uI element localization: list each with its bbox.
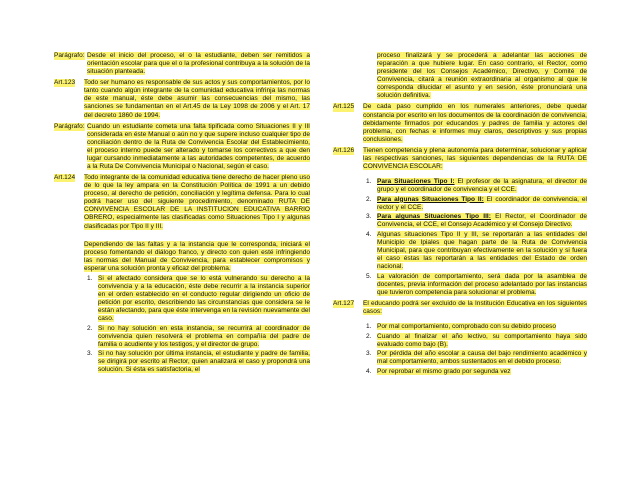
article-label: Art.124 bbox=[54, 174, 76, 182]
list-item: 2. Para algunas Situaciones Tipo II: El coordinador de convivencia, el rector y el CCE. bbox=[366, 195, 587, 211]
article-125 bbox=[333, 103, 587, 143]
list-item: 4. Algunas situaciones Tipo II y III, se reportarán a las entidades del Municipio de Ipiales que hagan parte de la Ruta de Convivencia Municipal, para que contribuyan efectivamente en la solución y si fuera el caso éstas las reportarán a las entidades del Estado de orden nacional. bbox=[366, 230, 587, 270]
article-123 bbox=[54, 79, 310, 119]
exclusion-list bbox=[363, 323, 587, 376]
article-label: Parágrafo: bbox=[54, 52, 85, 59]
article-label: Parágrafo: bbox=[54, 122, 85, 130]
article-text: Todo ser humano es responsable de sus actos y sus comportamientos, por lo tanto cuando algún integrante de la comunidad educativa infrinja las normas de este manual, éste debe asumir las consecuencias del mismo, las sanciones se fundamentan en el Art.45 de la Ley 1098 de 2006 y el Art. 17 del decreto 1860 de 1994. bbox=[84, 79, 310, 119]
article-label: Art.125 bbox=[333, 103, 355, 111]
article-text: Cuando un estudiante cometa una falta tipificada como Situaciones II y III considerada en éste Manual o aún no y que supere incluso cualquier tipo de conciliación dentro de la Ruta de Convivencia Escolar del Establecimiento, el proceso interno puede ser alterado y tomarse los correctivos a que den lugar cursando inmediatamente a las autoridades competentes, de acuerdo a la Ruta De Convivencia Municipal o Nacional, según el caso. bbox=[87, 122, 310, 170]
article-label: Art.126 bbox=[333, 146, 355, 154]
article-126 bbox=[333, 147, 587, 297]
list-item: 1. Por mal comportamiento, comprobado con su debido proceso bbox=[366, 322, 557, 330]
list-item: 3. Por pérdida del año escolar a causa del bajo rendimiento académico y mal comportamiento, ambos sustentados en el debido proceso. bbox=[366, 350, 587, 366]
article-paragrafo-1 bbox=[54, 52, 310, 76]
article-text: Tienen competencia y plena autonomía para determinar, solucionar y aplicar las respectivas sanciones, las siguientes dependencias de la RUTA DE CONVIVENCIA ESCOLAR: bbox=[363, 146, 587, 170]
list-item: 3. Para algunas Situaciones Tipo III: El Rector, el Coordinador de Convivencia, el CCE, el Consejo Académico y el Consejo Directivo. bbox=[366, 213, 587, 229]
article-text: Todo integrante de la comunidad educativa tiene derecho de hacer pleno uso de lo que la ley ampara en la Constitución Política de 1991 a un debido proceso, al derecho de petición, conciliación y legítima defensa. Para lo cual podrá hacer uso del siguiente procedimiento, denominado RUTA DE CONVIVENCIA ESCOLAR DE LA INSTITUCION EDUCATIVA BARRIO OBRERO, especialmente las clasificadas como Situaciones Tipo I y algunas clasificadas por Tipo II y III. bbox=[84, 174, 310, 230]
article-text: El educando podrá ser excluido de la Institución Educativa en los siguientes casos: bbox=[363, 299, 587, 315]
list-item: 5. La valoración de comportamiento, será dada por la asamblea de docentes, previa información del proceso adelantado por las instancias que tuvieron competencia para solucionar el problema. bbox=[366, 272, 587, 296]
article-text: De cada paso cumplido en los numerales anteriores, debe quedar constancia por escrito en los documentos de la coordinación de convivencia, debidamente firmados por educandos y padres de familia y actores del problema, con fechas e informes muy claros, descriptivos y sus propias conclusiones. bbox=[363, 103, 587, 143]
list-item: 1. Si el afectado considera que se lo está vulnerando su derecho a la convivencia y a la educación, éste debe recurrir a la instancia superior en el orden establecido en el conducto regular dirigiendo un oficio de petición por escrito, describiendo las circunstancias que considera se le están afectando, para que éste intervenga en la revisión nuevamente del caso. bbox=[87, 274, 310, 322]
article-paragrafo-2 bbox=[54, 123, 310, 171]
left-column bbox=[54, 52, 310, 377]
article-label: Art.123 bbox=[54, 79, 76, 87]
competence-list bbox=[363, 178, 587, 297]
list-item: 4. Por reprobar el mismo grado por segunda vez bbox=[366, 367, 511, 375]
list-item: 1. Para Situaciones Tipo I: El profesor de la asignatura, el director de grupo y el coordinador de convivencia y el CCE. bbox=[366, 178, 587, 194]
article-124 bbox=[54, 174, 310, 374]
continuation-text: proceso finalizará y se procederá a adelantar las acciones de reparación a que hubiere lugar. En caso contrario, el Rector, como presidente del los Consejos Académico, Directivo, y Comité de Convivencia, citará a reunión extraordinaria al organismo al que le corresponda dilucidar el asunto y en sesión, éste pronunciará una solución definitiva. bbox=[377, 52, 587, 100]
procedure-list bbox=[84, 275, 310, 375]
article-label: Art.127 bbox=[333, 299, 355, 307]
list-item: 2. Si no hay solución en esta instancia, se recurrirá al coordinador de convivencia quien resolverá el problema en compañía del padre de familia o acudiente y los testigos, y el director de grupo. bbox=[87, 324, 310, 348]
article-text: Desde el inicio del proceso, el o la estudiante, deben ser remitidos a orientación escolar para que el o la profesional contribuya a la solución de la situación planteada. bbox=[87, 52, 310, 76]
list-item: 3. Si no hay solución por última instancia, el estudiante y padre de familia, se dirigirá por escrito al Rector, quien analizará el caso y propondrá una solución. Si ésta es satisfactoria, el bbox=[87, 350, 310, 374]
list-item: 2. Cuando al finalizar el año lectivo, su comportamiento haya sido evaluado como bajo (B). bbox=[366, 332, 587, 348]
article-127 bbox=[333, 300, 587, 376]
article-text: Dependiendo de las faltas y a la instancia que le corresponda, iniciará el proceso fomentando el diálogo franco, y directo con quien esté infringiendo las normas del Manual de Convivencia, para establecer compromisos y esperar una solución pronta y eficaz del problema. bbox=[84, 240, 310, 272]
right-column bbox=[333, 52, 587, 379]
